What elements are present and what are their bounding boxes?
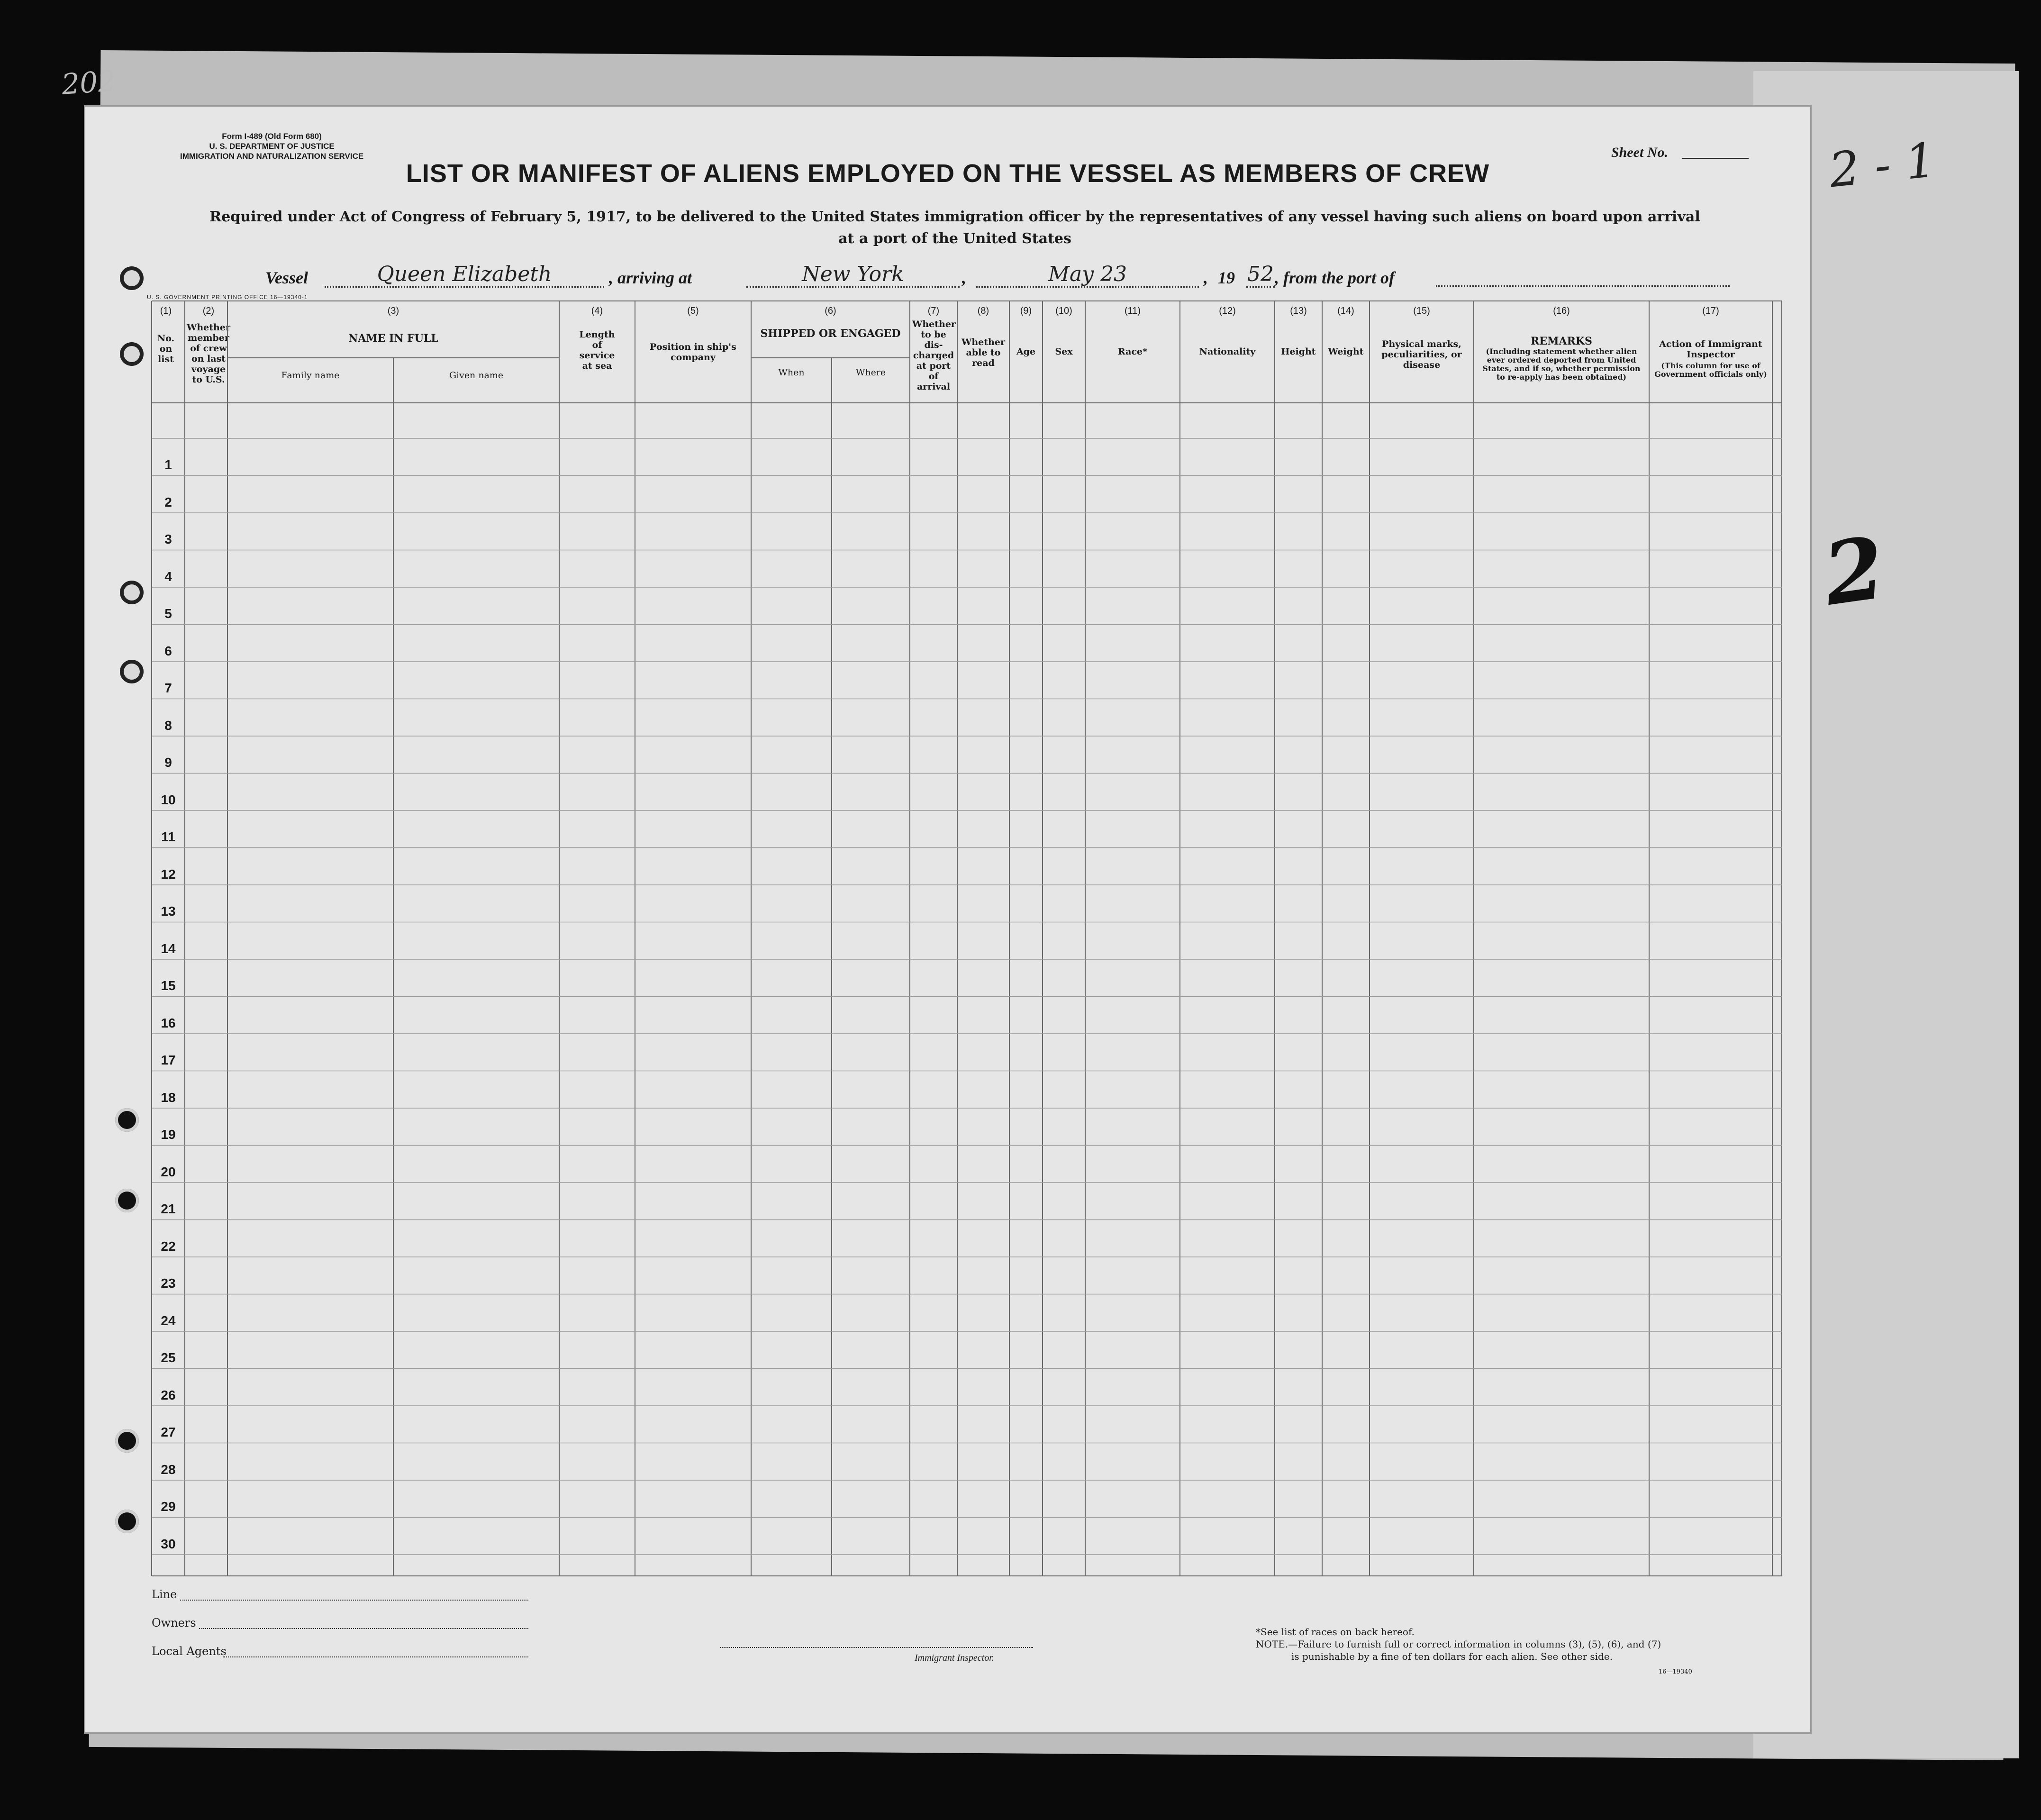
row-number: 24 [161, 1313, 176, 1328]
row-number: 11 [161, 829, 175, 844]
col-num-2: (2) [202, 306, 215, 316]
printer-line: U. S. GOVERNMENT PRINTING OFFICE 16—19340-1 [147, 294, 308, 300]
form-id-line-2: U. S. DEPARTMENT OF JUSTICE [209, 142, 335, 151]
col-header-shipped-engaged: SHIPPED OR ENGAGED [760, 328, 901, 340]
col-header-inspector-action-sub: (This column for use of Government officials only) [1654, 361, 1767, 379]
margin-note-right-top: 2 - 1 [1826, 132, 1939, 199]
row-number: 15 [161, 978, 176, 993]
form-code: 16—19340 [1659, 1668, 1692, 1675]
row-number: 14 [161, 941, 176, 956]
row-number: 18 [161, 1090, 176, 1105]
row-number: 9 [164, 755, 172, 770]
line-label: Line [152, 1588, 177, 1601]
col-header-physical-marks: Physical marks, peculiarities, or disease [1381, 339, 1462, 370]
year-field[interactable]: 52 [1246, 262, 1275, 288]
col-header-position: Position in ship's company [650, 342, 736, 363]
col-header-member-last-voyage: Whether member of crew on last voyage to U.S. [187, 322, 230, 385]
arriving-port-field[interactable]: New York [746, 262, 960, 288]
punch-hole [115, 1189, 139, 1212]
col-header-name-in-full: NAME IN FULL [348, 332, 438, 345]
col-header-age: Age [1016, 346, 1036, 357]
col-header-race: Race* [1117, 346, 1148, 357]
col-header-remarks-sub: (Including statement whether alien ever ordered deported from United States, and if so, whether permission to re-apply has been obtained) [1482, 347, 1641, 382]
col-header-family-name: Family name [281, 370, 340, 381]
line-field[interactable] [180, 1600, 528, 1601]
punch-hole [120, 266, 144, 290]
row-number: 27 [161, 1425, 176, 1439]
manifest-grid [85, 107, 1810, 1732]
row-number: 30 [161, 1536, 176, 1551]
page-title: LIST OR MANIFEST OF ALIENS EMPLOYED ON THE VESSEL AS MEMBERS OF CREW [406, 159, 1490, 188]
row-number: 21 [161, 1201, 176, 1216]
row-number: 6 [164, 643, 172, 658]
col-num-6: (6) [825, 306, 836, 316]
row-number: 2 [164, 494, 172, 510]
col-header-weight: Weight [1328, 346, 1364, 357]
col-num-1: (1) [160, 306, 172, 316]
vessel-line: Vessel Queen Elizabeth , arriving at New York , May 23 , 19 52 , from the port of [265, 263, 1730, 291]
row-number: 13 [161, 904, 176, 919]
races-note: *See list of races on back hereof. [1256, 1626, 1415, 1638]
punch-hole [115, 1510, 139, 1533]
local-agents-label: Local Agents [152, 1645, 227, 1658]
arriving-label: , arriving at [609, 268, 692, 287]
arrival-date-field[interactable]: May 23 [976, 262, 1199, 288]
col-header-height: Height [1281, 346, 1316, 357]
col-num-7: (7) [927, 306, 940, 316]
local-agents-field[interactable] [223, 1656, 528, 1657]
col-num-5: (5) [687, 306, 699, 316]
row-number: 8 [164, 718, 172, 733]
col-num-3: (3) [387, 306, 399, 316]
owners-field[interactable] [199, 1628, 528, 1629]
punch-hole [120, 581, 144, 604]
margin-note-right-mid: 2 [1817, 518, 1891, 625]
row-number: 12 [161, 866, 176, 882]
row-number: 29 [161, 1499, 176, 1514]
row-number: 7 [164, 681, 172, 695]
inspector-label: Immigrant Inspector. [915, 1653, 994, 1663]
row-number: 17 [161, 1053, 176, 1067]
row-number: 3 [164, 532, 172, 546]
col-num-14: (14) [1337, 306, 1354, 316]
col-header-remarks: REMARKS [1531, 335, 1592, 347]
col-header-sex: Sex [1055, 346, 1073, 357]
vessel-name-field[interactable]: Queen Elizabeth [325, 262, 604, 288]
inspector-signature-field[interactable] [720, 1647, 1033, 1648]
col-num-17: (17) [1702, 306, 1719, 316]
row-number: 28 [161, 1462, 176, 1477]
col-header-inspector-action: Action of Immigrant Inspector [1659, 339, 1762, 360]
row-number: 16 [161, 1015, 176, 1030]
year-prefix: 19 [1218, 268, 1235, 287]
from-port-label: , from the port of [1275, 268, 1395, 287]
row-number: 5 [164, 606, 172, 621]
vessel-label: Vessel [265, 268, 308, 287]
manifest-page [85, 107, 1810, 1732]
col-header-when: When [778, 367, 805, 378]
col-header-discharged: Whether to be dis-charged at port of arrival [912, 319, 956, 392]
col-num-16: (16) [1553, 306, 1570, 316]
row-number: 10 [161, 792, 176, 807]
owners-label: Owners [152, 1616, 196, 1629]
col-num-13: (13) [1290, 306, 1307, 316]
row-number: 1 [164, 457, 172, 472]
form-id-line-3: IMMIGRATION AND NATURALIZATION SERVICE [180, 152, 364, 161]
row-number: 20 [161, 1164, 176, 1179]
fine-note-line-1: NOTE.—Failure to furnish full or correct information in columns (3), (5), (6), and (7) [1256, 1638, 1661, 1650]
row-number: 22 [161, 1238, 176, 1254]
col-header-no-on-list: No. on list [157, 333, 175, 364]
col-num-12: (12) [1219, 306, 1236, 316]
punch-hole [120, 660, 144, 683]
col-header-where: Where [855, 367, 886, 378]
col-header-given-name: Given name [449, 370, 504, 381]
form-id-line-1: Form I-489 (Old Form 680) [222, 132, 322, 141]
page-subtitle: Required under Act of Congress of February 5, 1917, to be delivered to the United States immigration officer by the representatives of any vessel having such aliens on board upon arrival at a port of the United States [209, 209, 1700, 247]
punch-hole [120, 342, 144, 366]
row-number: 23 [161, 1276, 176, 1291]
sheet-no-label: Sheet No. [1611, 145, 1668, 160]
col-num-8: (8) [977, 306, 989, 316]
row-number: 4 [164, 569, 172, 584]
col-header-nationality: Nationality [1199, 346, 1256, 357]
col-num-15: (15) [1413, 306, 1430, 316]
punch-hole [115, 1108, 139, 1132]
col-num-10: (10) [1055, 306, 1072, 316]
col-header-able-to-read: Whether able to read [962, 337, 1005, 368]
margin-note-top-left: 202 [60, 64, 117, 101]
row-number: 25 [161, 1350, 176, 1365]
col-num-11: (11) [1124, 306, 1141, 316]
col-header-length-of-service: Length of service at sea [579, 329, 615, 371]
col-num-9: (9) [1020, 306, 1032, 316]
fine-note-line-2: is punishable by a fine of ten dollars for each alien. See other side. [1291, 1651, 1613, 1662]
row-number: 26 [161, 1387, 176, 1402]
col-num-4: (4) [591, 306, 603, 316]
punch-hole [115, 1429, 139, 1453]
row-number: 19 [161, 1127, 176, 1142]
